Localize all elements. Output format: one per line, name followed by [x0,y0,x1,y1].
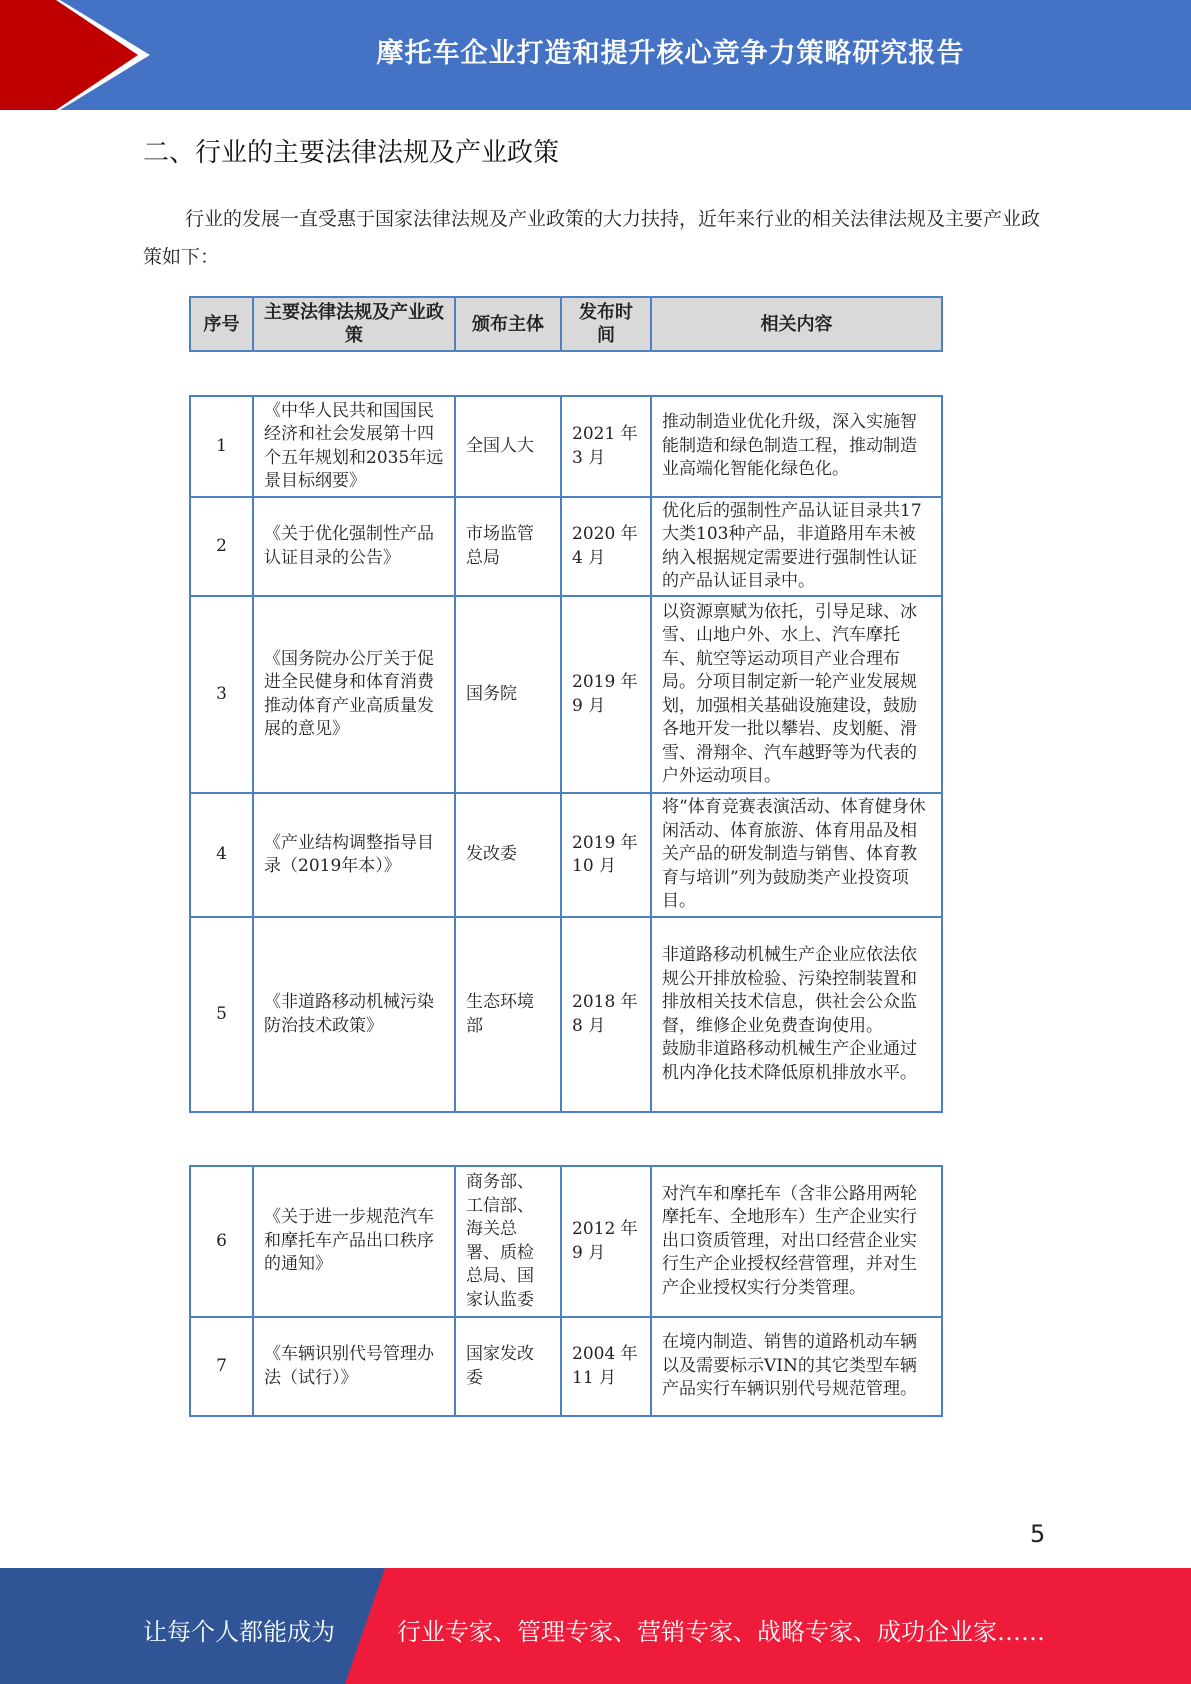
intro-paragraph: 行业的发展一直受惠于国家法律法规及产业政策的大力扶持，近年来行业的相关法律法规及主要产业政策如下： [143,208,1041,268]
policy-date: 2019 年 10 月 [561,793,651,917]
policy-issuer: 国务院 [455,596,561,793]
policy-date: 2004 年 11 月 [561,1317,651,1416]
policy-name: 《关于优化强制性产品认证目录的公告》 [253,497,455,596]
table-row [190,1166,942,1317]
policy-date: 2018 年 8 月 [561,917,651,1112]
table-row [190,917,942,1112]
row-number: 3 [190,596,253,793]
row-number: 7 [190,1317,253,1416]
row-number: 5 [190,917,253,1112]
policy-name: 《车辆识别代号管理办法（试行）》 [253,1317,455,1416]
policy-date: 2020 年 4 月 [561,497,651,596]
policy-name: 《国务院办公厅关于促进全民健身和体育消费推动体育产业高质量发展的意见》 [253,596,455,793]
header-cell-no: 序号 [190,297,253,351]
header-cell-name: 主要法律法规及产业政策 [253,297,455,351]
table-row [190,596,942,793]
policy-name: 《产业结构调整指导目录（2019年本）》 [253,793,455,917]
policy-issuer: 发改委 [455,793,561,917]
policy-content: 以资源禀赋为依托，引导足球、冰雪、山地户外、水上、汽车摩托车、航空等运动项目产业合理布局。分项目制定新一轮产业发展规划，加强相关基础设施建设，鼓励各地开发一批以攀岩、皮划艇、滑雪、滑翔伞、汽车越野等为代表的户外运动项目。 [651,596,942,793]
policy-issuer: 市场监管总局 [455,497,561,596]
header-cell-issuer: 颁布主体 [455,297,561,351]
table-row [190,1317,942,1416]
policy-table-part-2 [189,1165,943,1417]
policy-table-part-1 [189,395,943,1113]
row-number: 4 [190,793,253,917]
policy-issuer: 生态环境部 [455,917,561,1112]
header-cell-date: 发布时间 [561,297,651,351]
policy-name: 《中华人民共和国国民经济和社会发展第十四个五年规划和2035年远景目标纲要》 [253,396,455,497]
footer-slogan-left: 让每个人都能成为 [143,1618,335,1646]
header-cell-content: 相关内容 [651,297,942,351]
section-title: 二、行业的主要法律法规及产业政策 [143,138,560,168]
row-number: 6 [190,1166,253,1317]
table-row [190,396,942,497]
policy-content: 将“体育竞赛表演活动、体育健身休闲活动、体育旅游、体育用品及相关产品的研发制造与销售、体育教育与培训”列为鼓励类产业投资项目。 [651,793,942,917]
policy-name: 《关于进一步规范汽车和摩托车产品出口秩序的通知》 [253,1166,455,1317]
policy-date: 2012 年 9 月 [561,1166,651,1317]
policy-date: 2021 年 3 月 [561,396,651,497]
page-number: 5 [1030,1520,1046,1548]
row-number: 1 [190,396,253,497]
row-number: 2 [190,497,253,596]
policy-content: 非道路移动机械生产企业应依法依规公开排放检验、污染控制装置和排放相关技术信息，供社会公众监督，维修企业免费查询使用。 鼓励非道路移动机械生产企业通过机内净化技术降低原机排放水平。 [651,917,942,1112]
policy-content: 对汽车和摩托车（含非公路用两轮摩托车、全地形车）生产企业实行出口资质管理，对出口经营企业实行生产企业授权经营管理，并对生产企业授权实行分类管理。 [651,1166,942,1317]
policy-issuer: 国家发改委 [455,1317,561,1416]
policy-content: 推动制造业优化升级，深入实施智能制造和绿色制造工程，推动制造业高端化智能化绿色化。 [651,396,942,497]
policy-content: 优化后的强制性产品认证目录共17大类103种产品，非道路用车未被纳入根据规定需要进行强制性认证的产品认证目录中。 [651,497,942,596]
header-title: 摩托车企业打造和提升核心竞争力策略研究报告 [376,37,965,69]
table-row [190,793,942,917]
policy-table-header [189,296,943,352]
policy-name: 《非道路移动机械污染防治技术政策》 [253,917,455,1112]
policy-issuer: 商务部、工信部、海关总署、质检总局、国家认监委 [455,1166,561,1317]
table-row [190,497,942,596]
policy-issuer: 全国人大 [455,396,561,497]
page-header [0,0,1191,110]
policy-content: 在境内制造、销售的道路机动车辆以及需要标示VIN的其它类型车辆产品实行车辆识别代号规范管理。 [651,1317,942,1416]
policy-date: 2019 年 9 月 [561,596,651,793]
footer-slogan-right: 行业专家、管理专家、营销专家、战略专家、成功企业家…… [397,1618,1045,1646]
